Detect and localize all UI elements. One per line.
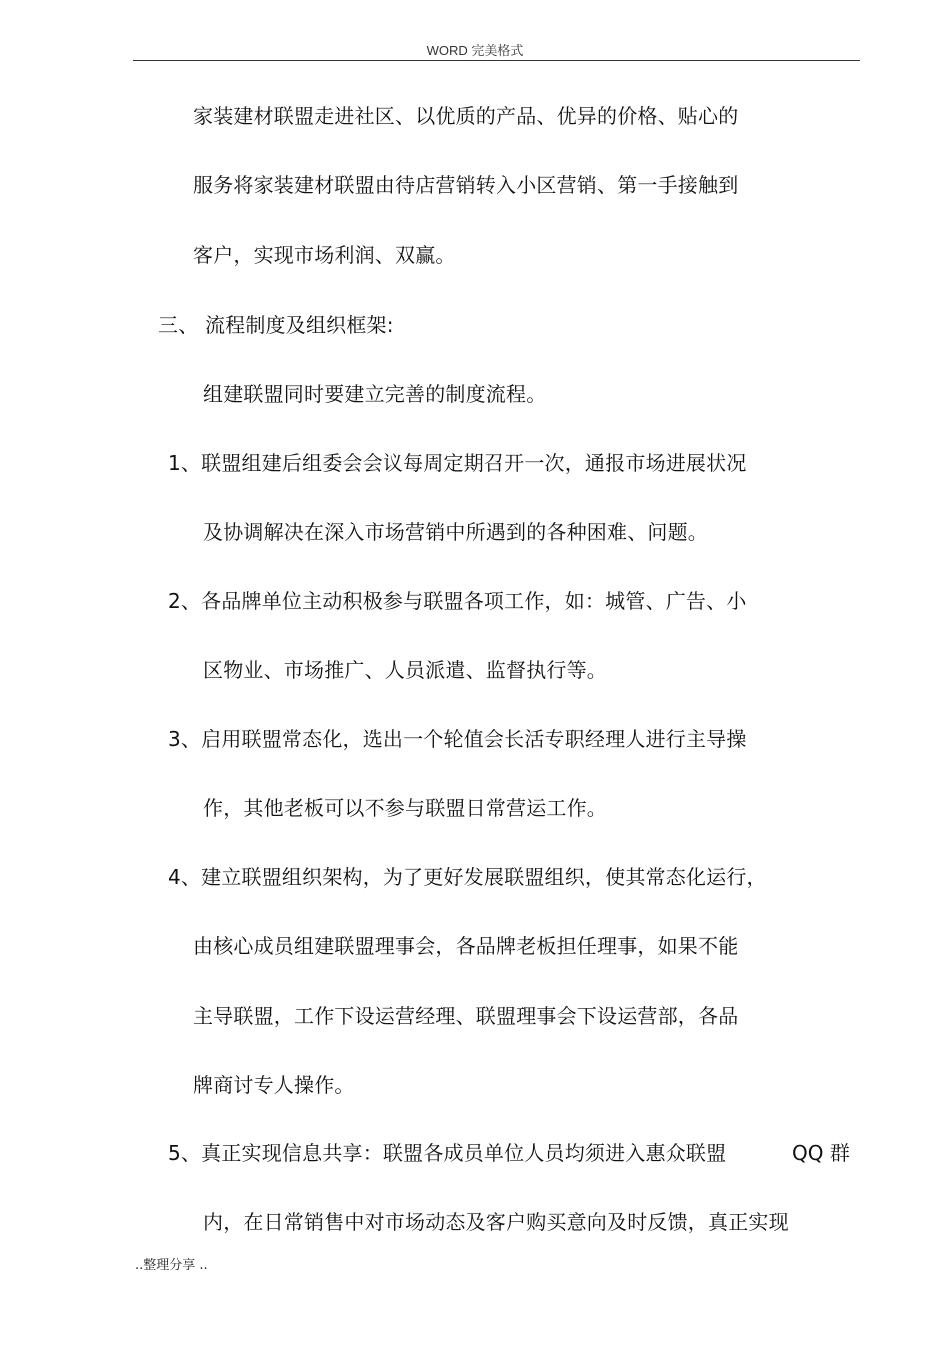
list-item-1: 1、联盟组建后组委会会议每周定期召开一次，通报市场进展状况	[168, 451, 747, 475]
list-item-4-cont: 主导联盟，工作下设运营经理、联盟理事会下设运营部，各品	[193, 1004, 739, 1028]
list-item-4: 4、建立联盟组织架构，为了更好发展联盟组织，使其常态化运行，	[168, 865, 767, 889]
paragraph-line: 组建联盟同时要建立完善的制度流程。	[203, 382, 547, 406]
list-item-1-cont: 及协调解决在深入市场营销中所遇到的各种困难、问题。	[203, 520, 708, 544]
list-item-3-cont: 作，其他老板可以不参与联盟日常营运工作。	[203, 796, 607, 820]
page-header: WORD 完美格式	[426, 43, 524, 58]
qq-group-label: QQ 群	[792, 1141, 850, 1165]
paragraph-line: 客户，实现市场利润、双赢。	[193, 243, 456, 267]
page-footer: ..整理分享 ..	[135, 1258, 208, 1273]
list-item-4-cont: 牌商讨专人操作。	[193, 1073, 355, 1097]
paragraph-line: 家装建材联盟走进社区、以优质的产品、优异的价格、贴心的	[193, 104, 739, 128]
list-item-2: 2、各品牌单位主动积极参与联盟各项工作，如：城管、广告、小	[168, 589, 747, 613]
section-heading: 三、 流程制度及组织框架:	[158, 313, 394, 337]
list-item-5: 5、真正实现信息共享：联盟各成员单位人员均须进入惠众联盟	[168, 1141, 727, 1165]
list-item-4-cont: 由核心成员组建联盟理事会，各品牌老板担任理事，如果不能	[193, 934, 739, 958]
header-divider	[133, 60, 860, 61]
list-item-2-cont: 区物业、市场推广、人员派遣、监督执行等。	[203, 658, 607, 682]
list-item-3: 3、启用联盟常态化，选出一个轮值会长活专职经理人进行主导操	[168, 727, 747, 751]
paragraph-line: 服务将家装建材联盟由待店营销转入小区营销、第一手接触到	[193, 173, 739, 197]
list-item-5-cont: 内，在日常销售中对市场动态及客户购买意向及时反馈，真正实现	[203, 1210, 789, 1234]
